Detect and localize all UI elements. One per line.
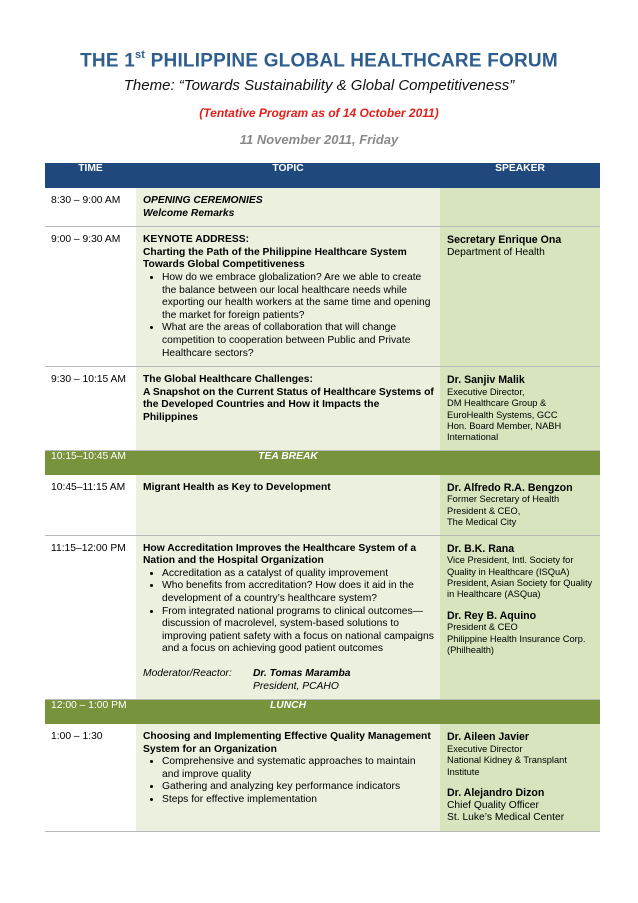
program-table: [45, 163, 600, 832]
session-time: 8:30 – 9:00 AM: [45, 188, 136, 227]
speaker-name: Dr. Alfredo R.A. Bengzon: [447, 481, 573, 494]
session-time: 10:45–11:15 AM: [45, 475, 136, 535]
session-topic: OPENING CEREMONIES Welcome Remarks: [136, 188, 440, 227]
list-item: • From integrated national programs to clinical outcomes—discussion of macrolevel, system-based solutions to improving patient safety with a focus on national campaigns and a focus on achieving good patient outcomes: [162, 606, 434, 656]
column-header-time: TIME: [45, 163, 136, 188]
topic-bullets: [143, 272, 434, 360]
list-item: • Steps for effective implementation: [162, 794, 434, 807]
table-row: [45, 724, 600, 831]
column-header-speaker: SPEAKER: [440, 163, 600, 188]
break-row: [45, 450, 600, 475]
list-item: • What are the areas of collaboration that will change competition to cooperation between Public and Private Healthcare sectors?: [162, 322, 434, 360]
session-time: 1:00 – 1:30: [45, 724, 136, 831]
speaker-name: Secretary Enrique Ona: [447, 234, 562, 247]
table-row: [45, 475, 600, 535]
list-item: • Gathering and analyzing key performance indicators: [162, 781, 434, 794]
session-speaker: [440, 188, 600, 227]
break-time: 10:15–10:45 AM: [45, 450, 136, 475]
table-row: [45, 188, 600, 227]
table-row: [45, 535, 600, 700]
break-time: 12:00 – 1:00 PM: [45, 700, 136, 725]
session-speaker: Dr. Alfredo R.A. Bengzon Former Secretary of Health President & CEO, The Medical City: [440, 475, 600, 535]
speaker-info: Department of Health: [447, 246, 545, 258]
tentative-note: (Tentative Program as of 14 October 2011): [199, 106, 439, 120]
list-item: • Accreditation as a catalyst of quality improvement: [162, 568, 434, 581]
session-topic: The Global Healthcare Challenges: A Snapshot on the Current Status of Healthcare Systems of the Developed Countries and How it Impacts the Philippines: [136, 367, 440, 451]
column-header-topic: TOPIC: [136, 163, 440, 188]
break-row: [45, 700, 600, 725]
topic-bullets: [143, 756, 434, 806]
speaker-name: Dr. B.K. Rana: [447, 542, 515, 555]
break-label: LUNCH: [136, 700, 440, 725]
page-title: THE 1st PHILIPPINE GLOBAL HEALTHCARE FORUM: [80, 49, 558, 72]
topic-bullets: [143, 568, 434, 656]
session-topic: How Accreditation Improves the Healthcare System of a Nation and the Hospital Organization • Accreditation as a catalyst of quality improvement • Who benefits from accreditation? How does it aid in the development of a country’s healthcare system? • From integrated national programs to clinical outcomes—discussion of macrolevel, system-based solutions to improving patient safety with a focus on national campaigns and a focus on achieving good patient outcomes Moderator/Reactor: Dr. Tomas Maramba President, PCAHO: [136, 535, 440, 700]
table-row: [45, 367, 600, 451]
session-time: 9:30 – 10:15 AM: [45, 367, 136, 451]
theme-line: Theme: “Towards Sustainability & Global Competitiveness”: [123, 77, 515, 94]
table-row: [45, 227, 600, 367]
session-speaker: Dr. B.K. Rana Vice President, Intl. Society for Quality in Healthcare (ISQuA) President, Asian Society for Quality in Healthcare (ASQua) Dr. Rey B. Aquino President & CEO Philippine Health Insurance Corp. (Philhealth): [440, 535, 600, 700]
event-date: 11 November 2011, Friday: [239, 132, 399, 147]
session-speaker: Dr. Sanjiv Malik Executive Director, DM Healthcare Group & EuroHealth Systems, GCC Hon. Board Member, NABH International: [440, 367, 600, 451]
session-speaker: Dr. Aileen Javier Executive Director National Kidney & Transplant Institute Dr. Alejandro Dizon Chief Quality Officer St. Luke’s Medical Center: [440, 724, 600, 831]
list-item: • Who benefits from accreditation? How does it aid in the development of a country’s healthcare system?: [162, 580, 434, 605]
session-speaker: [440, 227, 600, 367]
list-item: • How do we embrace globalization? Are we able to create the balance between our local healthcare needs while exporting our health workers at the same time and opening the market for foreign patients?: [162, 272, 434, 322]
speaker-name: Dr. Rey B. Aquino: [447, 609, 537, 622]
session-topic: Migrant Health as Key to Development: [136, 475, 440, 535]
moderator: Moderator/Reactor: Dr. Tomas Maramba President, PCAHO: [143, 667, 351, 692]
speaker-name: Dr. Alejandro Dizon: [447, 786, 545, 799]
list-item: • Comprehensive and systematic approaches to maintain and improve quality: [162, 756, 434, 781]
speaker-name: Dr. Aileen Javier: [447, 731, 530, 744]
session-time: 9:00 – 9:30 AM: [45, 227, 136, 367]
session-topic: Choosing and Implementing Effective Quality Management System for an Organization • Comprehensive and systematic approaches to maintain and improve quality • Gathering and analyzing key performance indicators • Steps for effective implementation: [136, 724, 440, 831]
break-label: TEA BREAK: [136, 450, 440, 475]
table-header: [45, 163, 600, 188]
session-topic: KEYNOTE ADDRESS: Charting the Path of the Philippine Healthcare System Towards Global Competitiveness • How do we embrace globalization? Are we able to create the balance between our local healthcare needs while exporting our health workers at the same time and opening the market for foreign patients? • What are the areas of collaboration that will change competition to cooperation between Public and Private Healthcare sectors?: [136, 227, 440, 367]
speaker-name: Dr. Sanjiv Malik: [447, 374, 525, 387]
session-time: 11:15–12:00 PM: [45, 535, 136, 700]
